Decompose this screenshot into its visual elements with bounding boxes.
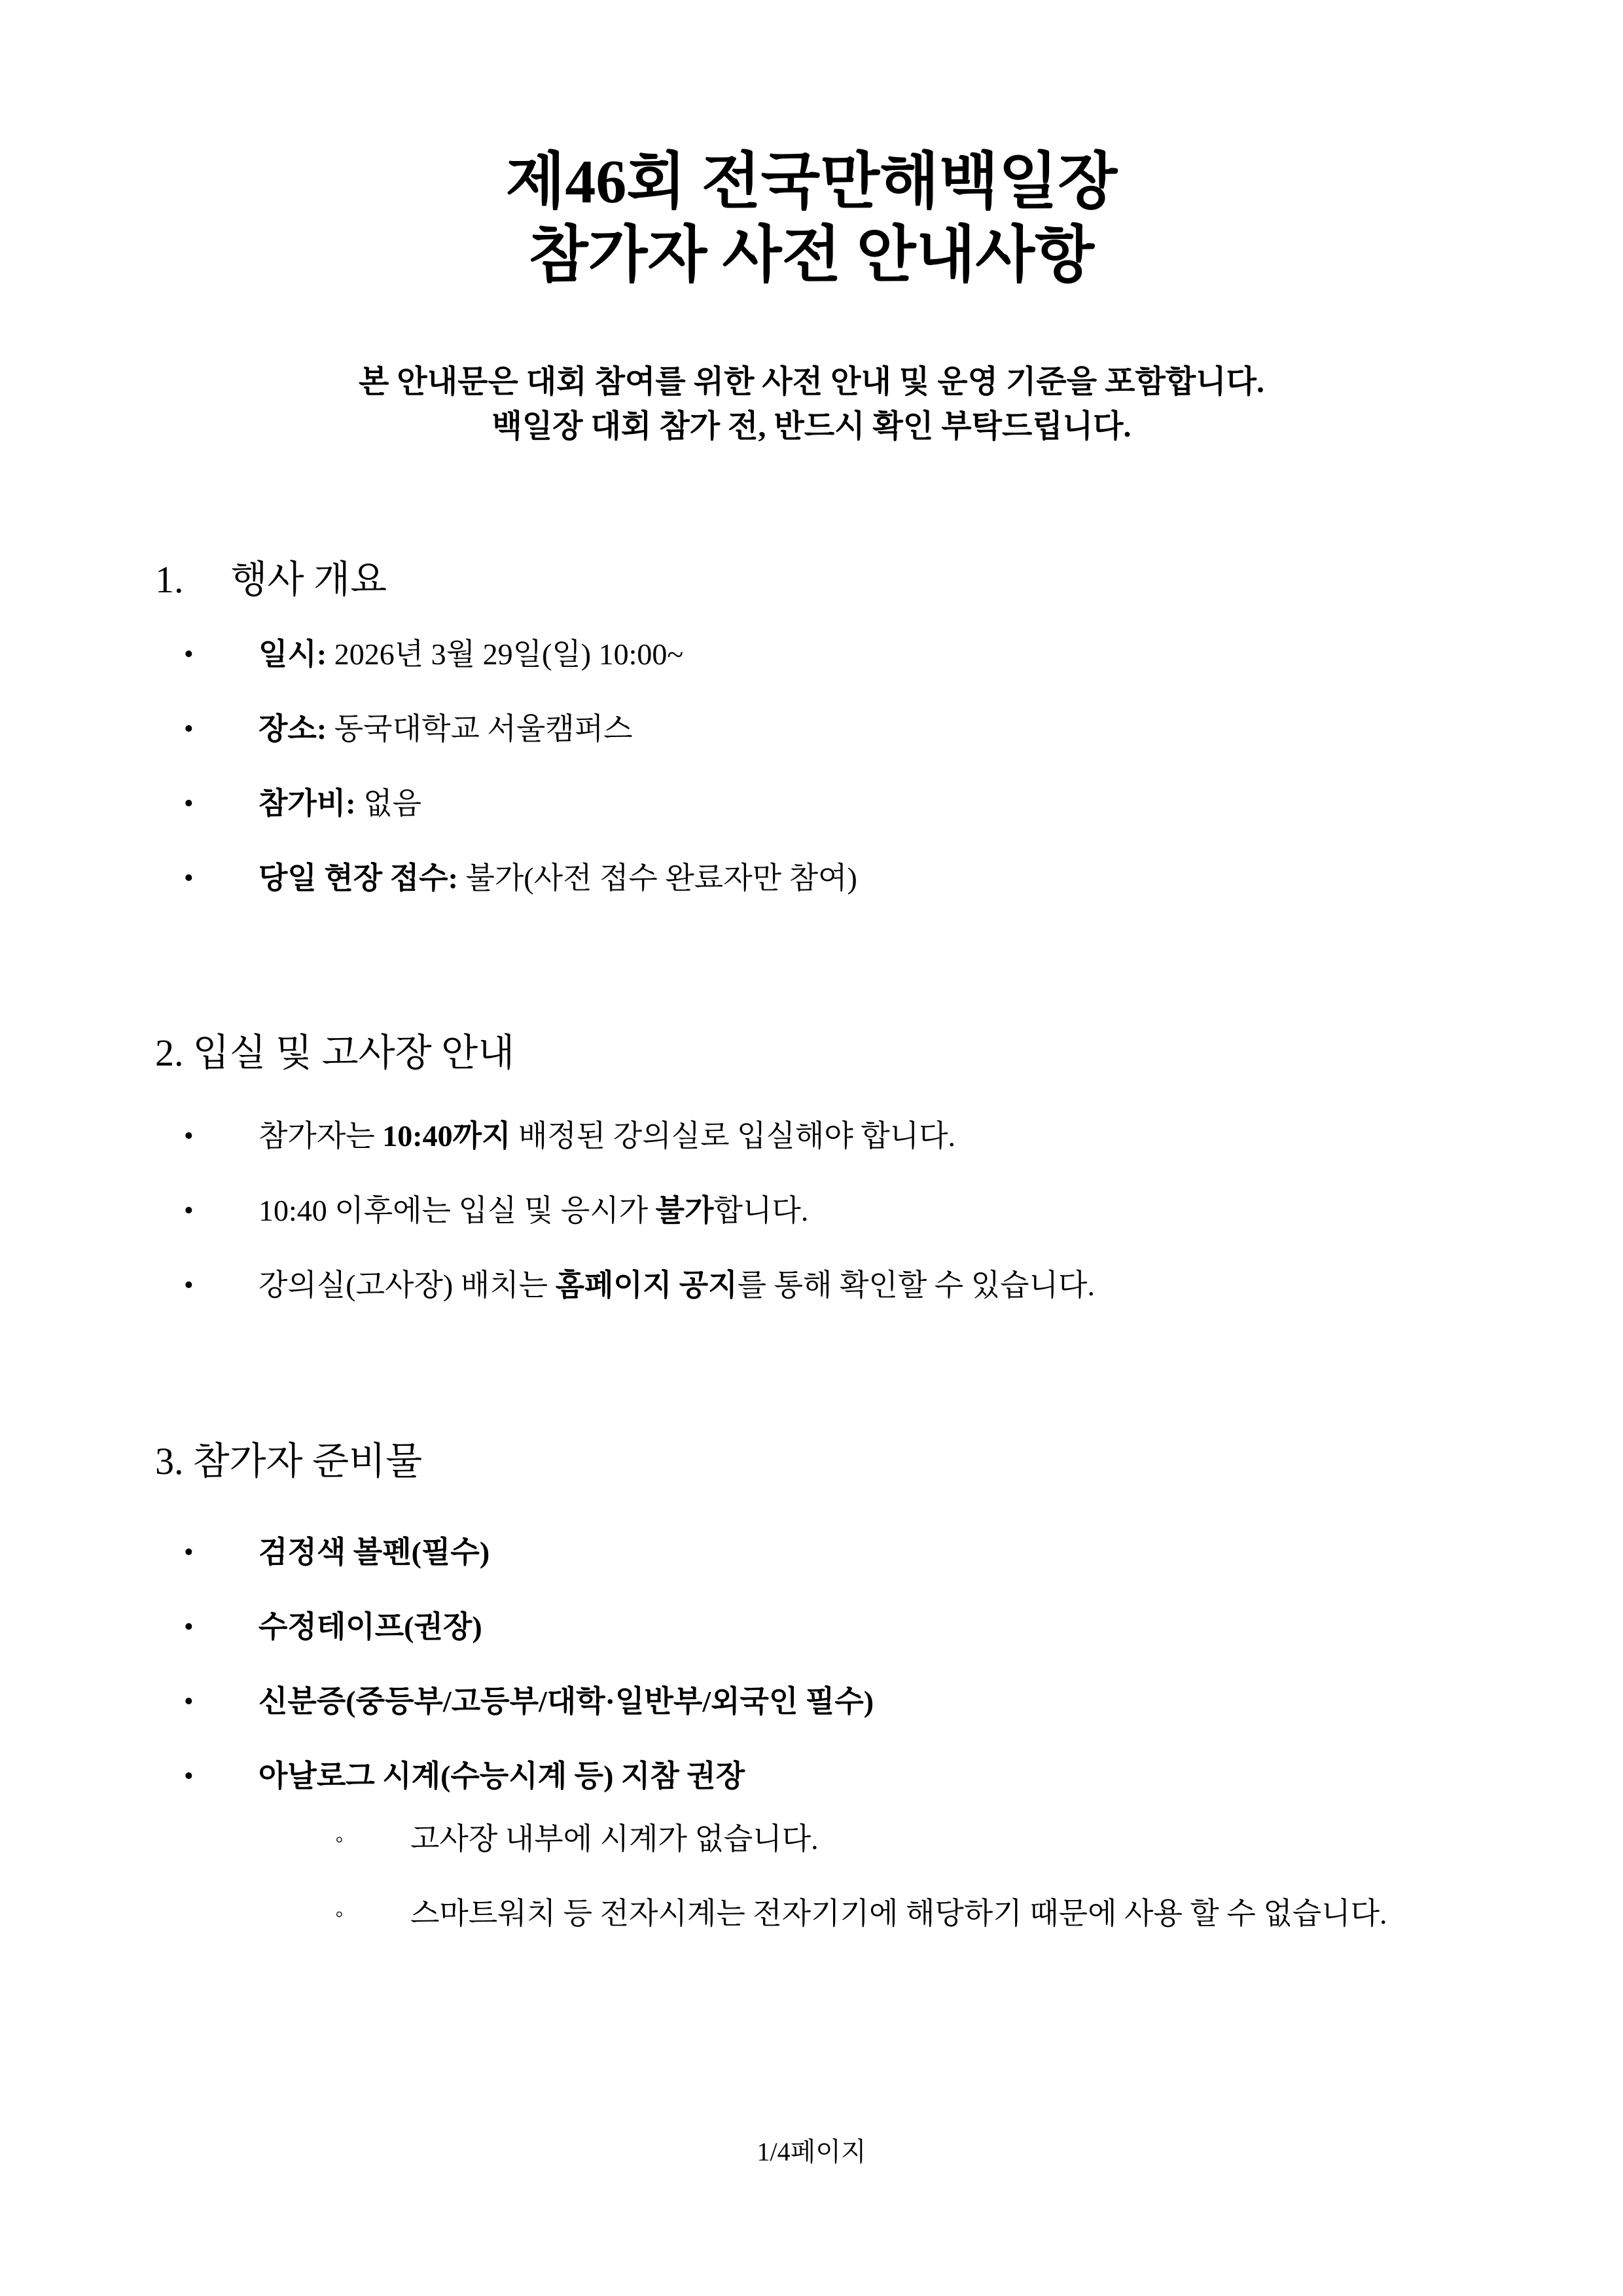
list-item xyxy=(0,1118,1623,1155)
bullet-text-pre: 참가자는 xyxy=(259,1119,383,1153)
sub-bullet-text: 스마트워치 등 전자시계는 전자기기에 해당하기 때문에 사용 할 수 없습니다. xyxy=(410,1897,1387,1930)
section-event-overview xyxy=(0,560,1623,935)
section-2-heading xyxy=(0,1033,1623,1073)
page-number: 1/4페이지 xyxy=(757,2137,866,2166)
section-title: 행사 개요 xyxy=(230,558,387,601)
bullet-text-post: 2026년 3월 29일(일) 10:00~ xyxy=(327,637,684,671)
title-line-1: 제46회 전국만해백일장 xyxy=(505,148,1118,216)
bullet-text-bold: 검정색 볼펜(필수) xyxy=(259,1535,490,1569)
list-item xyxy=(0,1609,1623,1645)
bullet-text-bold: 불가 xyxy=(655,1194,714,1227)
list-item xyxy=(0,1683,1623,1720)
bullet-text-bold: 신분증(중등부/고등부/대학·일반부/외국인 필수) xyxy=(259,1685,874,1718)
title-line-2: 참가자 사전 안내사항 xyxy=(528,221,1095,289)
section-room-guide xyxy=(0,1033,1623,1342)
bullet-text-bold: 참가비: xyxy=(259,787,356,820)
sub-bullet-list xyxy=(259,1821,1623,1932)
bullet-text-bold: 아날로그 시계(수능시계 등) 지참 권장 xyxy=(259,1759,745,1793)
bullet-text-pre: 10:40 이후에는 입실 및 응시가 xyxy=(259,1194,656,1227)
list-item xyxy=(259,1895,1623,1932)
bullet-list xyxy=(0,636,1623,897)
bullet-icon: • xyxy=(184,1687,194,1717)
bullet-text-post: 동국대학교 서울캠퍼스 xyxy=(327,712,633,745)
list-item xyxy=(0,1758,1623,1932)
list-item xyxy=(0,860,1623,897)
page-title xyxy=(0,145,1623,292)
circle-bullet-icon: ◦ xyxy=(335,1901,344,1927)
bullet-text-post: 불가(사전 접수 완료자만 참여) xyxy=(457,861,857,895)
bullet-icon: • xyxy=(184,1537,194,1568)
list-item xyxy=(0,1267,1623,1304)
bullet-text-bold: 10:40까지 xyxy=(382,1119,511,1153)
bullet-text-post: 배정된 강의실로 입실해야 합니다. xyxy=(510,1119,956,1153)
bullet-text-bold: 수정테이프(권장) xyxy=(259,1610,482,1643)
bullet-text-bold: 장소: xyxy=(259,712,327,745)
bullet-text-bold: 당일 현장 접수: xyxy=(259,861,458,895)
document-subtitle xyxy=(0,360,1623,449)
subtitle-line-1: 본 안내문은 대회 참여를 위한 사전 안내 및 운영 기준을 포함합니다. xyxy=(359,365,1264,399)
section-number: 1. xyxy=(155,558,184,601)
bullet-icon: • xyxy=(184,1612,194,1642)
list-item xyxy=(0,1193,1623,1229)
bullet-icon: • xyxy=(184,714,194,744)
bullet-icon: • xyxy=(184,639,194,670)
sub-bullet-text: 고사장 내부에 시계가 없습니다. xyxy=(410,1822,819,1856)
list-item xyxy=(0,1534,1623,1571)
bullet-icon: • xyxy=(184,1761,194,1791)
section-3-heading xyxy=(0,1441,1623,1482)
section-title: 입실 및 고사장 안내 xyxy=(192,1031,515,1074)
section-number: 3. xyxy=(155,1440,184,1482)
subtitle-line-2: 백일장 대회 참가 전, 반드시 확인 부탁드립니다. xyxy=(491,409,1132,444)
bullet-text-pre: 강의실(고사장) 배치는 xyxy=(259,1268,556,1302)
bullet-text-bold: 일시: xyxy=(259,637,327,671)
bullet-text-bold: 홈페이지 공지 xyxy=(555,1268,738,1302)
section-1-heading xyxy=(0,560,1623,600)
circle-bullet-icon: ◦ xyxy=(335,1826,344,1852)
list-item xyxy=(0,636,1623,673)
bullet-icon: • xyxy=(184,789,194,819)
section-title: 참가자 준비물 xyxy=(192,1440,423,1482)
section-number: 2. xyxy=(155,1031,184,1074)
list-item xyxy=(0,785,1623,822)
bullet-text-post: 없음 xyxy=(355,787,422,820)
bullet-icon: • xyxy=(184,1270,194,1300)
bullet-list xyxy=(0,1534,1623,1932)
page-footer xyxy=(0,2131,1623,2168)
bullet-list xyxy=(0,1118,1623,1304)
list-item xyxy=(259,1821,1623,1857)
bullet-icon: • xyxy=(184,1196,194,1226)
section-supplies xyxy=(0,1441,1623,1970)
bullet-text-post: 합니다. xyxy=(713,1194,809,1227)
list-item xyxy=(0,711,1623,747)
bullet-icon: • xyxy=(184,863,194,893)
bullet-icon: • xyxy=(184,1121,194,1151)
bullet-text-post: 를 통해 확인할 수 있습니다. xyxy=(737,1268,1095,1302)
